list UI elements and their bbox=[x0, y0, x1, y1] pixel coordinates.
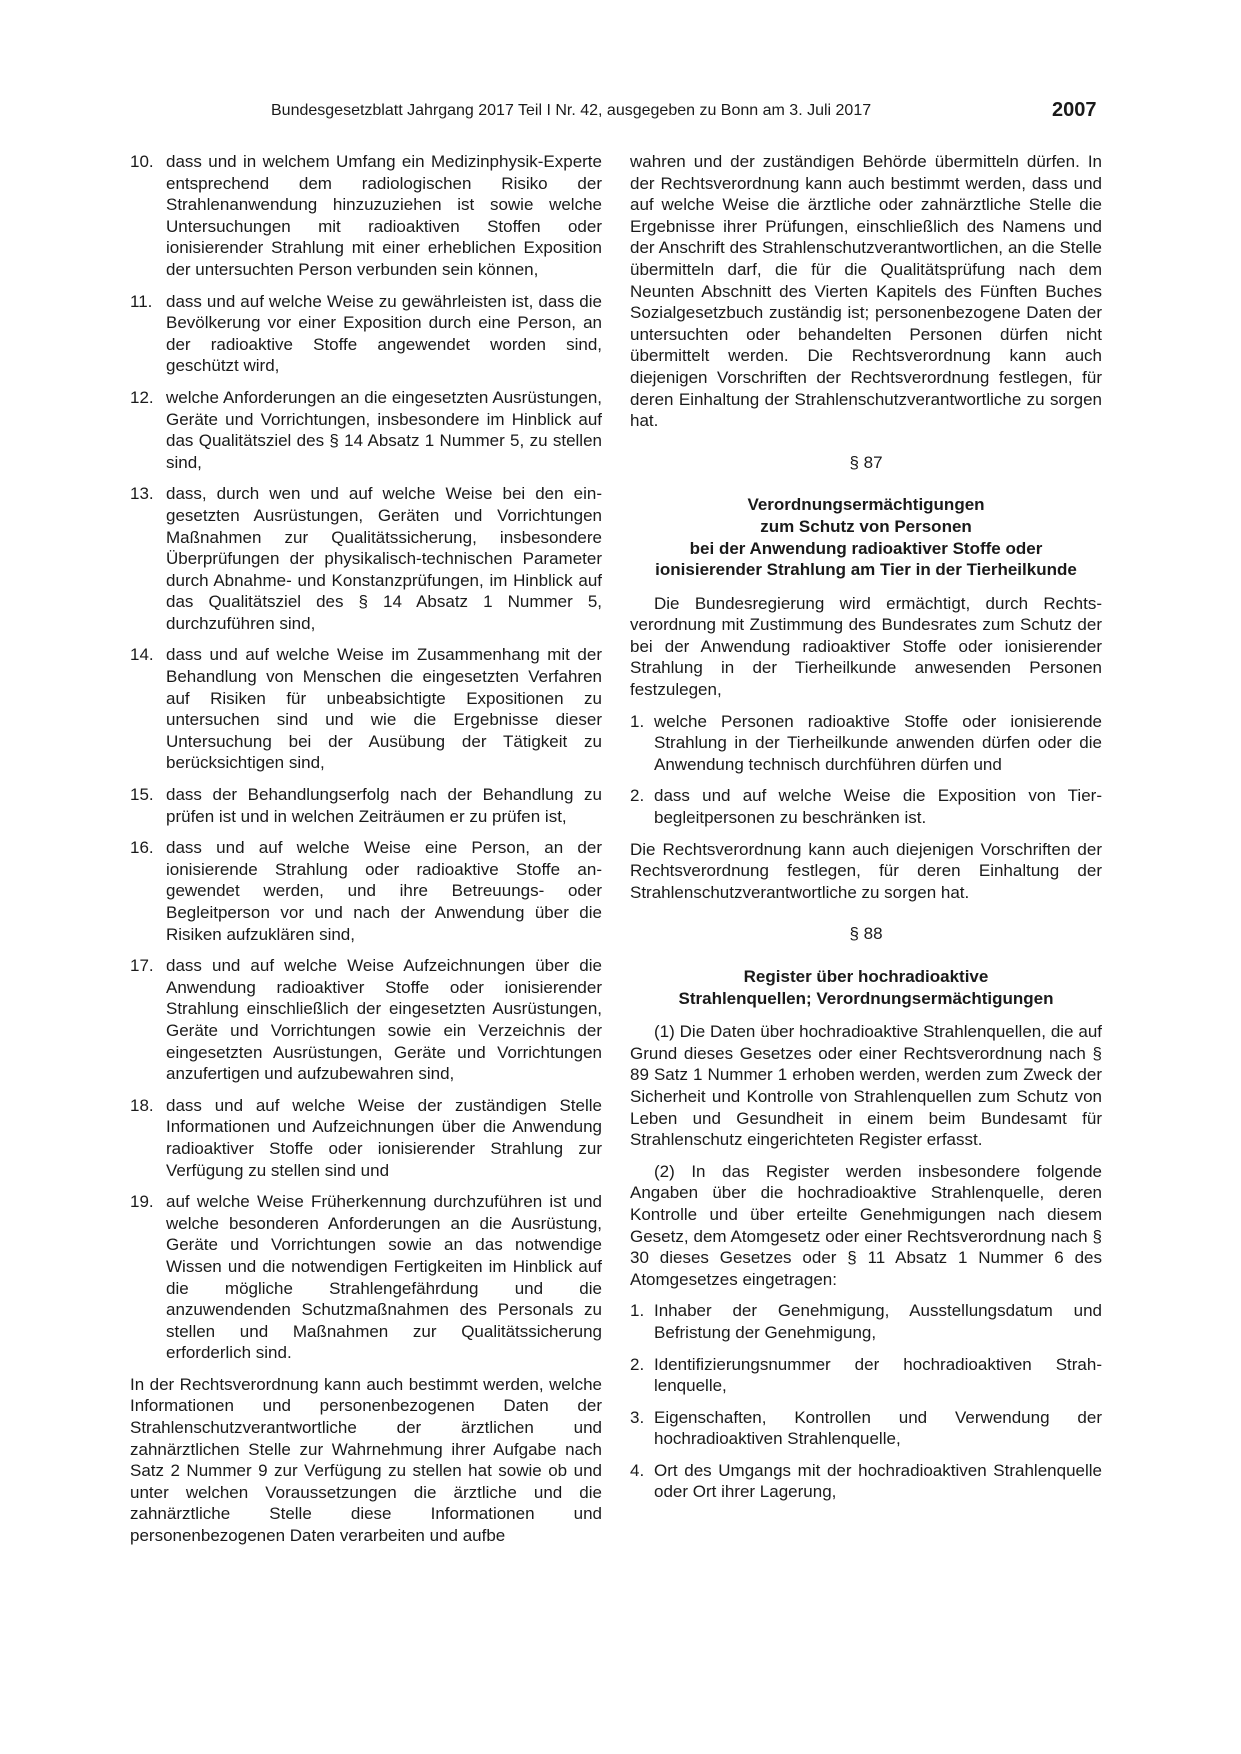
item-number: 3. bbox=[630, 1407, 645, 1427]
heading-line: ionisierender Strahlung am Tier in der Tierheilkunde bbox=[655, 560, 1077, 580]
section-88-mark: § 88 bbox=[849, 924, 883, 944]
list-item bbox=[130, 1191, 602, 1364]
item-number: 1. bbox=[630, 1301, 645, 1321]
list-item bbox=[630, 1300, 1102, 1343]
item-text: Identifizierungsnummer der hochradioaktiven Strahlenquelle, bbox=[654, 1354, 1102, 1396]
right-column bbox=[630, 151, 1102, 1513]
section-87-intro: Die Bundesregierung wird ermächtigt, durch Rechtsverordnung mit Zustimmung des Bundesrates zum Schutz der bei der Anwendung radioaktiver Stoffe oder ionisierender Strahlung in der Tierheilkunde anwesenden Personen festzulegen, bbox=[630, 593, 1102, 700]
list-item bbox=[130, 387, 602, 473]
section-87-mark: § 87 bbox=[849, 452, 883, 472]
item-number: 19. bbox=[130, 1192, 154, 1212]
section-88-paragraph-2: (2) In das Register werden insbesondere folgende Angaben über die hochradioaktive Strahlenquelle, deren Kontrolle und über erteilte Genehmigungen nach diesem Gesetz, dem Atomgesetz oder einer Rechtsverordnung nach § 30 dieses Gesetzes oder § 11 Absatz 1 Nummer 6 des Atomgesetzes eingetragen: bbox=[630, 1161, 1102, 1289]
page-number: 2007 bbox=[1052, 99, 1097, 121]
item-number: 10. bbox=[130, 152, 154, 171]
list-item bbox=[130, 151, 602, 281]
item-number: 13. bbox=[130, 484, 154, 504]
heading-line: Strahlenquellen; Verordnungsermächtigungen bbox=[678, 988, 1054, 1008]
item-text: Inhaber der Genehmigung, Ausstellungsdatum und Befristung der Genehmigung, bbox=[654, 1301, 1102, 1342]
item-number: 4. bbox=[630, 1460, 645, 1480]
item-text: dass und auf welche Weise eine Person, an der ionisierende Strahlung oder radioaktive Stoffe angewendet werden, und ihre Betreuungs- oder Begleitperson vor und nach der Anwendung über die Risiken aufzuklären sind, bbox=[166, 838, 602, 944]
list-item bbox=[130, 644, 602, 774]
heading-line: Register über hochradioaktive bbox=[743, 967, 989, 986]
list-item bbox=[630, 1354, 1102, 1397]
item-text: dass und in welchem Umfang ein Medizinphysik-Experte entsprechend dem radiologischen Risiko der Strahlenanwendung hinzuzuziehen ist sowie welche Untersuchungen mit radioaktiven Stoffen oder ionisierender Strahlung mit einer erheblichen Exposition der untersuchten Person verbunden sein können, bbox=[166, 152, 602, 279]
item-number: 18. bbox=[130, 1095, 154, 1115]
item-number: 1. bbox=[630, 711, 645, 731]
item-number: 2. bbox=[630, 1354, 645, 1374]
item-number: 17. bbox=[130, 956, 154, 976]
section-87-heading bbox=[630, 494, 1102, 580]
item-text: dass, durch wen und auf welche Weise bei den eingesetzten Ausrüstungen, Geräten und Vorrichtungen Maßnahmen zur Qualitätssicherung, insbesondere Überprüfungen der physikalisch-technischen Parameter durch Abnahme- und Konstanzprüfungen, im Hinblick auf das Qualitätsziel des § 14 Absatz 1 Nummer 5, durchzuführen sind, bbox=[166, 484, 602, 633]
list-item bbox=[630, 1460, 1102, 1503]
continuation-paragraph: wahren und der zuständigen Behörde übermitteln dürfen. In der Rechtsverordnung kann auch bestimmt werden, dass und auf welche Weise die ärztliche oder zahnärztliche Stelle die Ergebnisse ihrer Prüfungen, einschließlich des Namens und der Anschrift des Strahlenschutzverantwortlichen, an die Stelle übermitteln darf, die für die Qualitätsprüfung nach dem Neunten Abschnitt des Vierten Kapitels des Fünften Buches Sozialgesetzbuch zuständig ist; personenbezogene Daten der untersuchten oder behandelten Personen dürfen nicht übermittelt werden. Die Rechtsverordnung kann auch diejenigen Vorschriften der Rechtsverordnung festlegen, für deren Einhaltung der Strahlenschutzverantwortliche zu sorgen hat. bbox=[630, 152, 1102, 431]
item-text: auf welche Weise Früherkennung durchzuführen ist und welche besonderen Anforderungen an die Ausrüstung, Geräte und Vorrichtungen sowie an das notwendige Wissen und die notwendigen Fertigkeiten im Hinblick auf die mögliche Strahlengefährdung und die anzuwendenden Schutzmaßnahmen des Personals zu stellen und Maßnahmen zur Qualitätssicherung erforderlich sind. bbox=[166, 1192, 602, 1363]
item-text: Eigenschaften, Kontrollen und Verwendung der hochradioaktiven Strahlenquelle, bbox=[654, 1407, 1102, 1449]
list-item bbox=[630, 1407, 1102, 1450]
item-text: dass der Behandlungserfolg nach der Behandlung zu prüfen ist und in welchen Zeiträumen er zu prüfen ist, bbox=[166, 785, 602, 826]
item-number: 14. bbox=[130, 645, 154, 665]
closing-paragraph: In der Rechtsverordnung kann auch bestimmt werden, welche Informationen und personenbezogenen Daten der Strahlenschutzverantwortliche der ärztlichen und zahnärztlichen Stelle zur Wahrnehmung ihrer Aufgabe nach Satz 2 Nummer 9 zur Verfügung zu stellen hat sowie ob und unter welchen Voraussetzungen die ärztliche und die zahnärztliche Stelle diese Informationen und personenbezogenen Daten verarbeiten und aufbe bbox=[130, 1374, 602, 1546]
item-number: 16. bbox=[130, 838, 154, 858]
list-item bbox=[630, 785, 1102, 828]
heading-line: Verordnungsermächtigungen bbox=[747, 495, 985, 515]
heading-line: zum Schutz von Personen bbox=[760, 516, 972, 536]
section-88-paragraph-1: (1) Die Daten über hochradioaktive Strahlenquellen, die auf Grund dieses Gesetzes oder einer Rechtsverordnung nach § 89 Satz 1 Nummer 1 erhoben werden, werden zum Zweck der Sicherheit und Kontrolle von Strahlenquellen zum Schutz von Leben und Gesundheit in einem beim Bundesamt für Strahlenschutz eingerichteten Register erfasst. bbox=[630, 1022, 1102, 1150]
item-text: dass und auf welche Weise zu gewährleisten ist, dass die Bevölkerung vor einer Exposition durch eine Person, an der radioaktive Stoffe angewendet worden sind, geschützt wird, bbox=[166, 291, 602, 376]
list-item bbox=[130, 955, 602, 1085]
list-item bbox=[130, 483, 602, 634]
list-item bbox=[130, 784, 602, 827]
heading-line: bei der Anwendung radioaktiver Stoffe oder bbox=[689, 538, 1043, 558]
running-header: Bundesgesetzblatt Jahrgang 2017 Teil I Nr. 42, ausgegeben zu Bonn am 3. Juli 2017 bbox=[271, 102, 872, 119]
section-87-closing: Die Rechtsverordnung kann auch diejenigen Vorschriften der Rechtsverordnung festlegen, für deren Einhaltung der Strahlenschutzverantwortliche zu sorgen hat. bbox=[630, 839, 1102, 902]
list-item bbox=[130, 291, 602, 377]
item-text: dass und auf welche Weise die Exposition von Tierbegleitpersonen zu beschränken ist. bbox=[654, 786, 1102, 828]
item-text: dass und auf welche Weise im Zusammenhang mit der Behandlung von Menschen die eingesetzten Verfahren auf Risiken für unbeabsichtigte Expositionen zu untersuchen sind und wie die Ergebnisse dieser Untersuchung bei der Ausübung der Tätigkeit zu berücksichtigen sind, bbox=[166, 645, 602, 773]
item-number: 2. bbox=[630, 786, 645, 806]
item-text: Ort des Umgangs mit der hochradioaktiven Strahlenquelle oder Ort ihrer Lagerung, bbox=[654, 1460, 1102, 1502]
item-text: dass und auf welche Weise Aufzeichnungen über die Anwendung radioaktiver Stoffe oder ionisierender Strahlung einschließlich der eingesetzten Ausrüstungen, Geräte und Vorrichtungen sowie ein Verzeichnis der eingesetzten Ausrüstungen, Geräte und Vorrichtungen anzufertigen und aufzubewahren sind, bbox=[166, 956, 602, 1084]
item-text: welche Anforderungen an die eingesetzten Ausrüstungen, Geräte und Vorrichtungen, insbesondere im Hinblick auf das Qualitätsziel des § 14 Absatz 1 Nummer 5, zu stellen sind, bbox=[166, 387, 602, 472]
list-item bbox=[130, 1095, 602, 1181]
item-text: welche Personen radioaktive Stoffe oder ionisierende Strahlung in der Tierheilkunde anwenden dürfen oder die Anwendung technisch durchführen dürfen und bbox=[654, 711, 1102, 774]
section-88-heading bbox=[630, 966, 1102, 1009]
item-text: dass und auf welche Weise der zuständigen Stelle Informationen und Aufzeichnungen über die Anwendung radioaktiver Stoffe oder ionisierender Strahlung zur Verfügung zu stellen sind und bbox=[166, 1095, 602, 1180]
item-number: 15. bbox=[130, 785, 154, 805]
left-column bbox=[130, 151, 602, 1557]
item-number: 12. bbox=[130, 387, 154, 407]
list-item bbox=[630, 711, 1102, 776]
item-number: 11. bbox=[130, 291, 153, 311]
list-item bbox=[130, 837, 602, 945]
